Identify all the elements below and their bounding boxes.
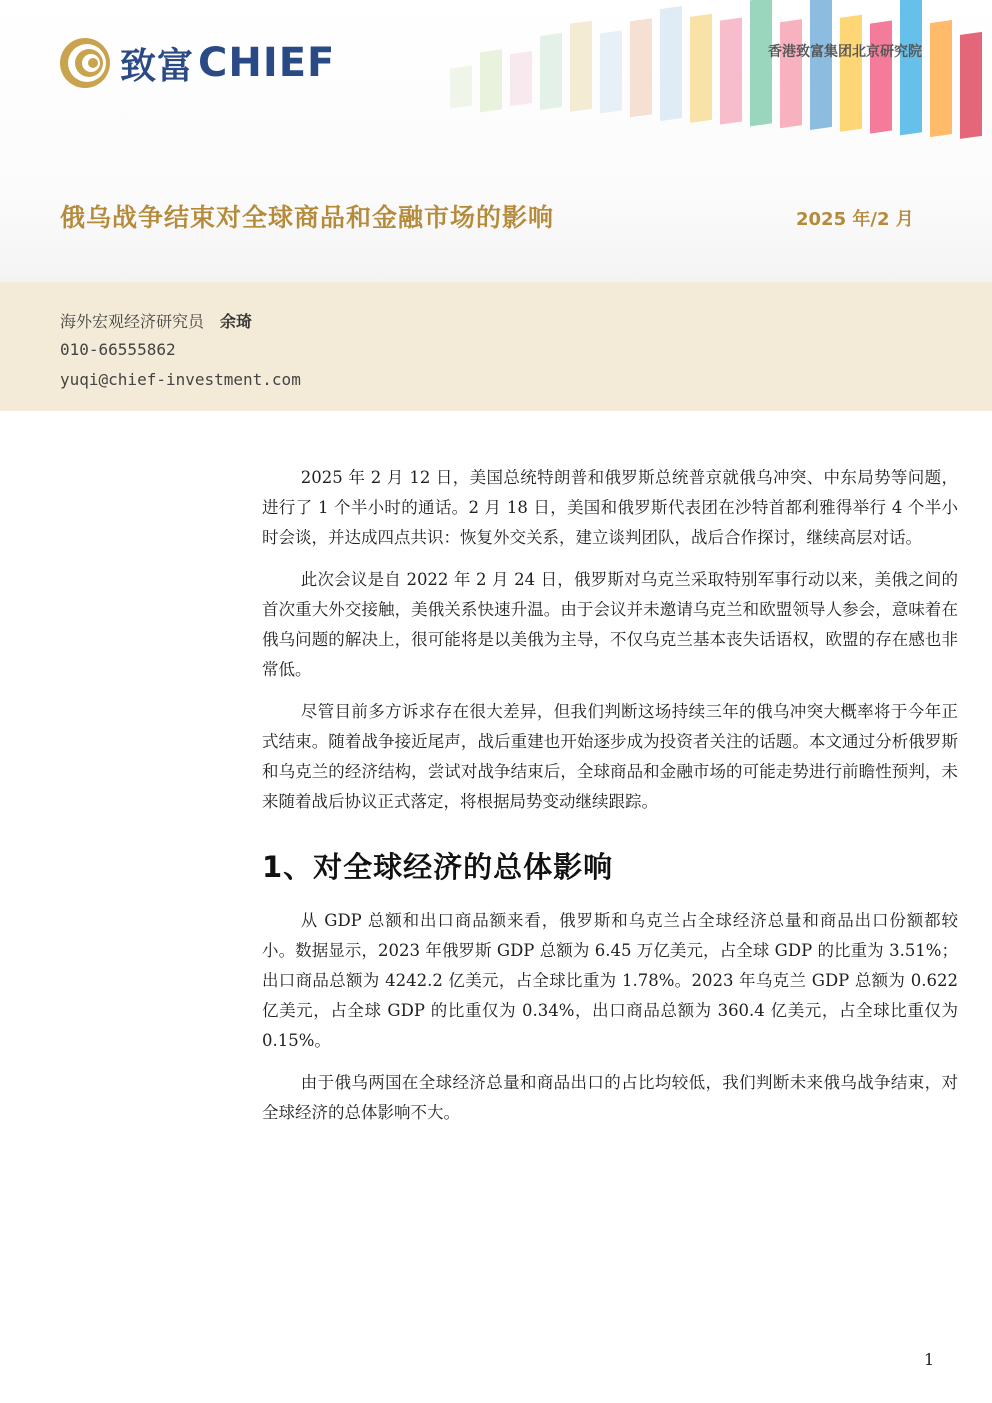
report-date: 2025 年/2 月: [796, 209, 914, 230]
author-email[interactable]: yuqi@chief-investment.com: [60, 370, 301, 389]
section-paragraph: 从 GDP 总额和出口商品额来看，俄罗斯和乌克兰占全球经济总量和商品出口份额都较小。数据显示，2023 年俄罗斯 GDP 总额为 6.45 万亿美元，占全球 GDP 的比重为 3.51%；出口商品总额为 4242.2 亿美元，占全球比重为 1.78%。2023 年乌克兰 GDP 总额为 0.622 亿美元，占全球 GDP 的比重仅为 0.34%，出口商品总额为 360.4 亿美元，占全球比重仅为 0.15%。: [262, 911, 958, 1050]
section-heading: 1、对全球经济的总体影响: [262, 850, 614, 884]
section-paragraph: 由于俄乌两国在全球经济总量和商品出口的占比均较低，我们判断未来俄乌战争结束，对全球经济的总体影响不大。: [262, 1073, 958, 1122]
logo-emblem-icon: [58, 36, 112, 90]
report-title: 俄乌战争结束对全球商品和金融市场的影响: [60, 203, 555, 232]
report-body: [262, 463, 958, 1140]
institute-name: 香港致富集团北京研究院: [768, 44, 922, 60]
page-number: 1: [924, 1350, 935, 1369]
company-logo: [58, 36, 335, 90]
logo-english-text: CHIEF: [198, 40, 336, 86]
intro-paragraph: 尽管目前多方诉求存在很大差异，但我们判断这场持续三年的俄乌冲突大概率将于今年正式结束。随着战争接近尾声，战后重建也开始逐步成为投资者关注的话题。本文通过分析俄罗斯和乌克兰的经济结构，尝试对战争结束后，全球商品和金融市场的可能走势进行前瞻性预判，未来随着战后协议正式落定，将根据局势变动继续跟踪。: [262, 702, 958, 811]
author-role-line: [60, 309, 252, 332]
author-info-box: [0, 282, 992, 411]
author-name: 余琦: [220, 312, 253, 331]
decorative-bar-chart-image: [440, 0, 992, 200]
author-phone: 010-66555862: [60, 340, 176, 359]
author-role: 海外宏观经济研究员: [60, 312, 205, 331]
logo-chinese-text: 致富: [120, 45, 195, 87]
intro-paragraph: 此次会议是自 2022 年 2 月 24 日，俄罗斯对乌克兰采取特别军事行动以来，美俄之间的首次重大外交接触，美俄关系快速升温。由于会议并未邀请乌克兰和欧盟领导人参会，意味着在俄乌问题的解决上，很可能将是以美俄为主导，不仅乌克兰基本丧失话语权，欧盟的存在感也非常低。: [262, 570, 958, 679]
page-header: [0, 0, 992, 282]
intro-paragraph: 2025 年 2 月 12 日，美国总统特朗普和俄罗斯总统普京就俄乌冲突、中东局势等问题，进行了 1 个半小时的通话。2 月 18 日，美国和俄罗斯代表团在沙特首都利雅得举行 4 个半小时会谈，并达成四点共识：恢复外交关系，建立谈判团队，战后合作探讨，继续高层对话。: [262, 468, 958, 547]
